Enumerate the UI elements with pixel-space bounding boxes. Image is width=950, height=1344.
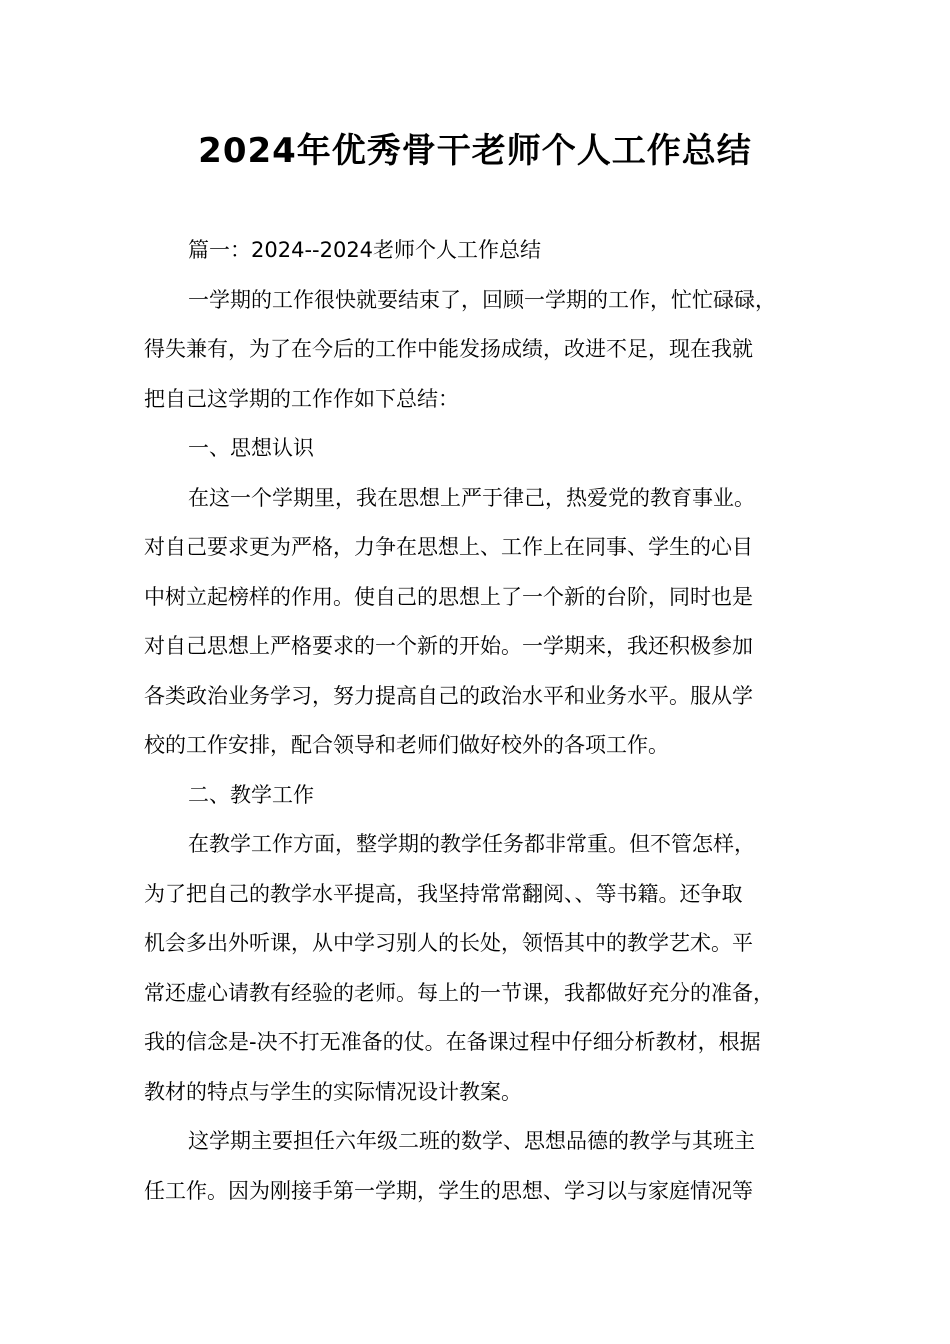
text-line: 机会多出外听课，从中学习别人的长处，领悟其中的教学艺术。平 bbox=[144, 931, 753, 955]
document-body bbox=[144, 226, 824, 1216]
text-line: 在教学工作方面，整学期的教学任务都非常重。但不管怎样， bbox=[188, 832, 755, 856]
text-line: 二、教学工作 bbox=[188, 782, 314, 807]
text-line: 常还虚心请教有经验的老师。每上的一节课，我都做好充分的准备， bbox=[144, 980, 774, 1005]
text-line: 教材的特点与学生的实际情况设计教案。 bbox=[144, 1079, 522, 1104]
text-line: 各类政治业务学习，努力提高自己的政治水平和业务水平。服从学 bbox=[144, 683, 753, 708]
text-line: 为了把自己的教学水平提高，我坚持常常翻阅、、等书籍。还争取 bbox=[144, 881, 743, 906]
text-line: 得失兼有，为了在今后的工作中能发扬成绩，改进不足，现在我就 bbox=[144, 337, 753, 361]
text-line: 对自己思想上严格要求的一个新的开始。一学期来，我还积极参加 bbox=[144, 634, 753, 658]
text-line: 一学期的工作很快就要结束了，回顾一学期的工作，忙忙碌碌， bbox=[188, 287, 776, 312]
document-title: 2024年优秀骨干老师个人工作总结 bbox=[198, 131, 752, 171]
text-line: 这学期主要担任六年级二班的数学、思想品德的教学与其班主 bbox=[188, 1129, 755, 1153]
text-line: 在这一个学期里，我在思想上严于律己，热爱党的教育事业。 bbox=[188, 485, 755, 510]
text-line: 我的信念是-决不打无准备的仗。在备课过程中仔细分析教材，根据 bbox=[144, 1030, 761, 1054]
text-line: 一、思想认识 bbox=[188, 436, 314, 460]
text-line: 篇一：2024--2024老师个人工作总结 bbox=[188, 238, 542, 262]
text-line: 任工作。因为刚接手第一学期，学生的思想、学习以与家庭情况等 bbox=[144, 1178, 753, 1203]
text-line: 把自己这学期的工作作如下总结： bbox=[144, 386, 459, 411]
text-line: 对自己要求更为严格，力争在思想上、工作上在同事、学生的心目 bbox=[144, 535, 753, 559]
text-line: 中树立起榜样的作用。使自己的思想上了一个新的台阶，同时也是 bbox=[144, 584, 753, 609]
text-line: 校的工作安排，配合领导和老师们做好校外的各项工作。 bbox=[144, 733, 669, 757]
